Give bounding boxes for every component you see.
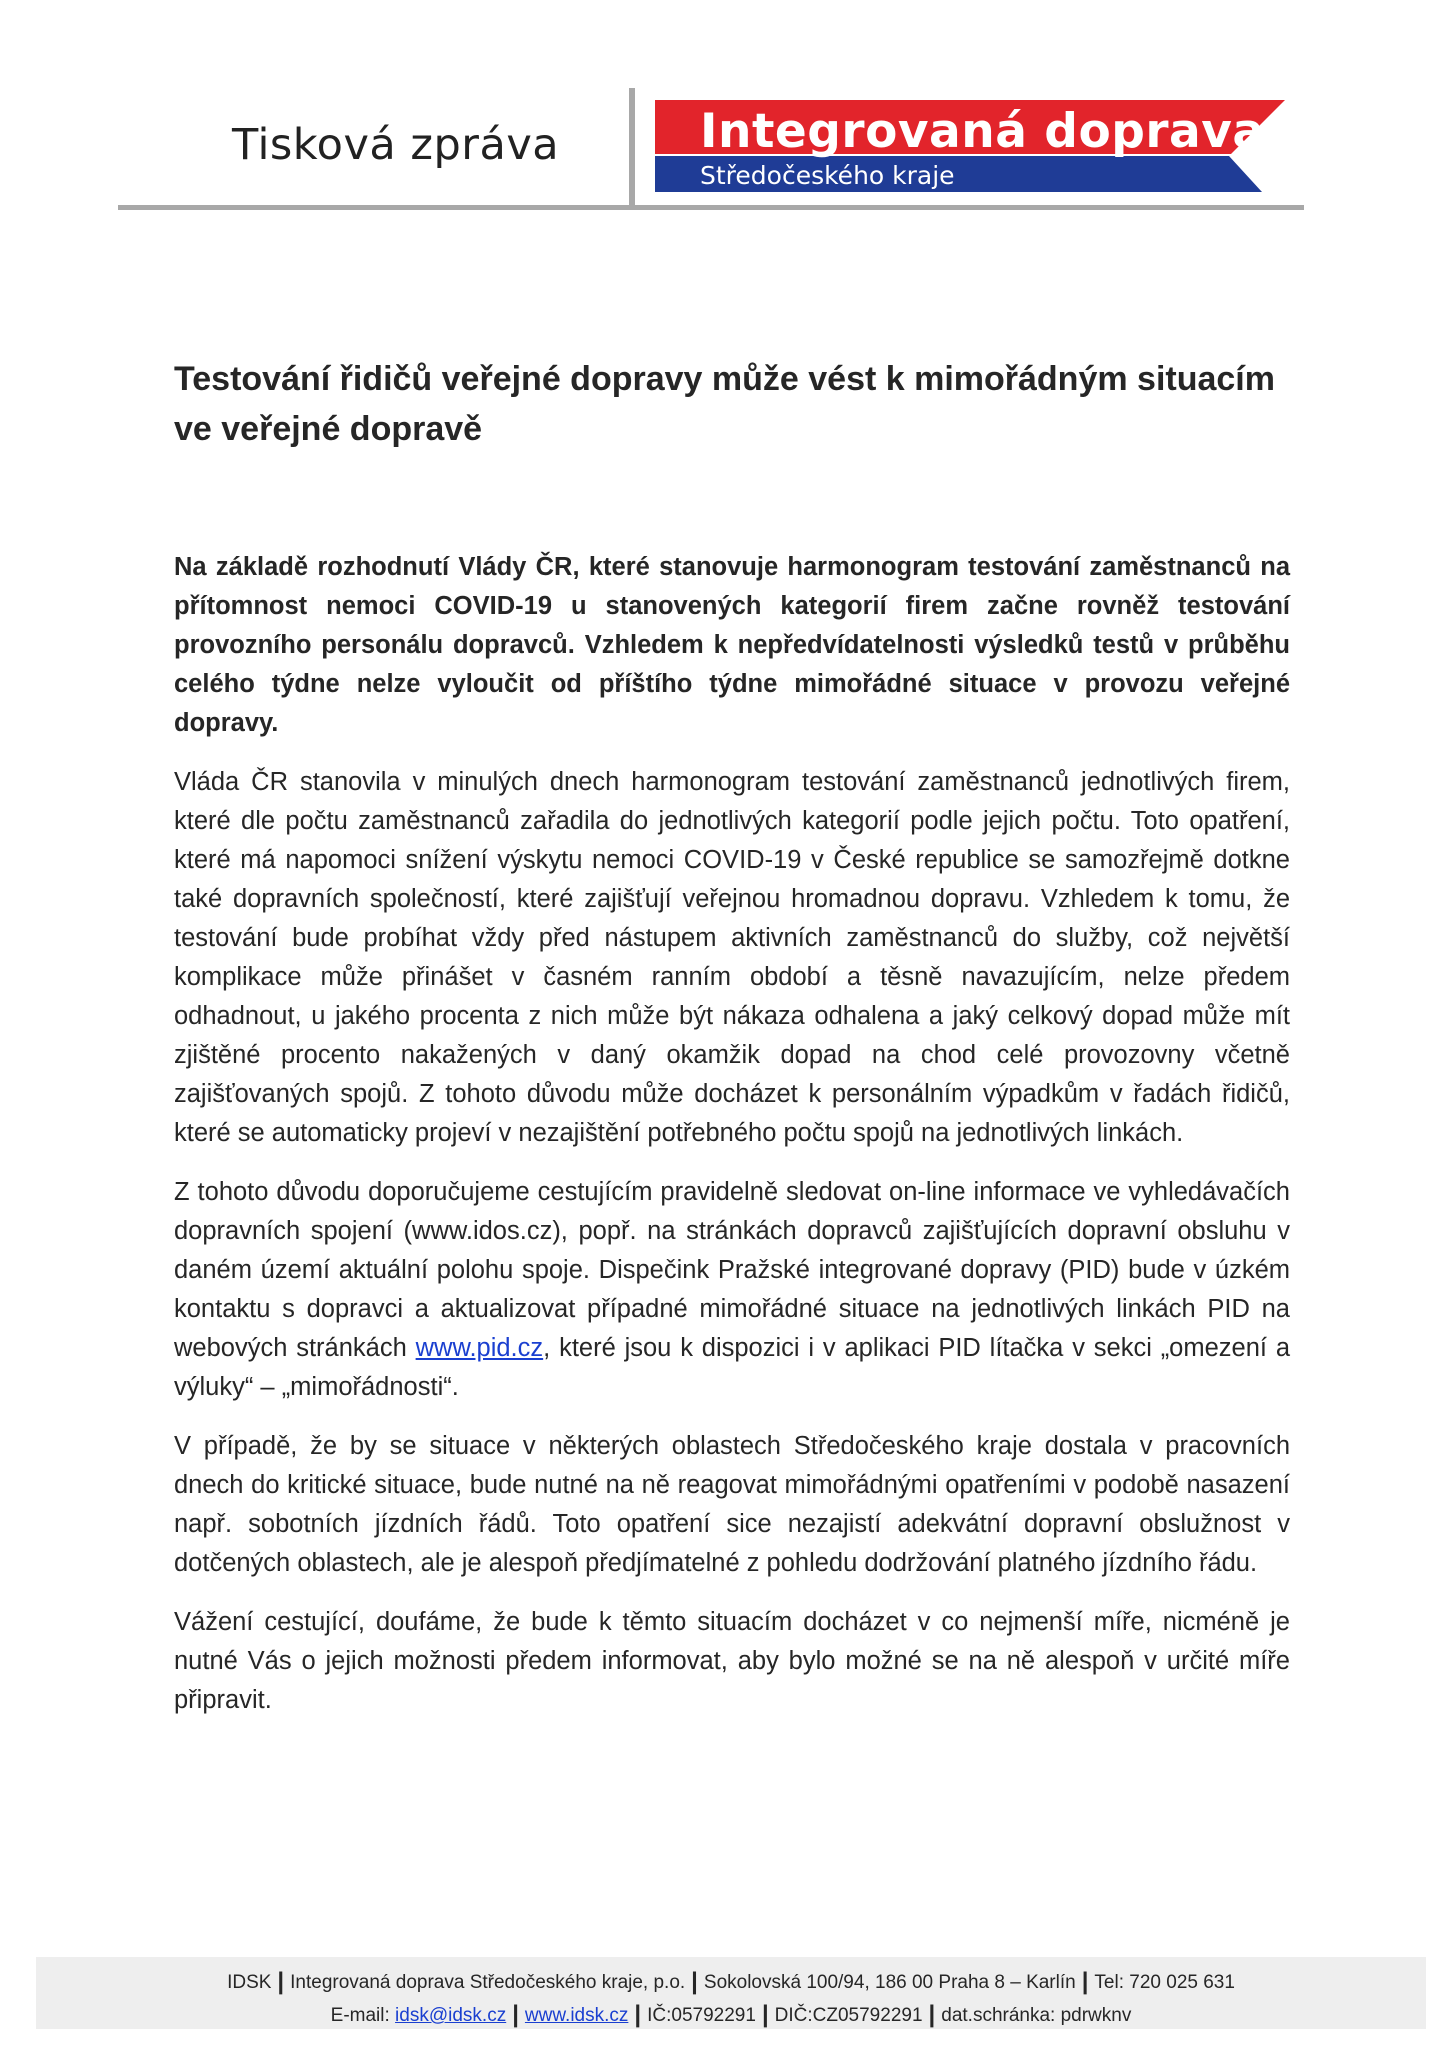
header-divider xyxy=(118,205,1304,210)
article-body xyxy=(174,548,1290,1740)
footer-phone: Tel: 720 025 631 xyxy=(1094,1972,1235,1993)
footer-org-full: Integrovaná doprava Středočeského kraje, p.o. xyxy=(290,1972,686,1993)
footer-separator: | xyxy=(761,2001,769,2028)
paragraph-4: Vážení cestující, doufáme, že bude k těmto situacím docházet v co nejmenší míře, nicméně je nutné Vás o jejich možnosti předem informovat, aby bylo možné se na ně alespoň v určité míře připravit. xyxy=(174,1608,1290,1714)
footer-separator: | xyxy=(928,2001,936,2028)
paragraph-1: Vláda ČR stanovila v minulých dnech harmonogram testování zaměstnanců jednotlivých firem, které dle počtu zaměstnanců zařadila do jednotlivých kategorií podle jejich počtu. Toto opatření, které má napomoci snížení výskytu nemoci COVID-19 v České republice se samozřejmě dotkne také dopravních společností, které zajišťují veřejnou hromadnou dopravu. Vzhledem k tomu, že testování bude probíhat vždy před nástupem aktivních zaměstnanců do služby, což největší komplikace může přinášet v časném ranním období a těsně navazujícím, nelze předem odhadnout, u jakého procenta z nich může být nákaza odhalena a jaký celkový dopad může mít zjištěné procento nakažených v daný okamžik dopad na chod celé provozovny včetně zajišťovaných spojů. Z tohoto důvodu může docházet k personálním výpadkům v řadách řidičů, které se automaticky projeví v nezajištění potřebného počtu spojů na jednotlivých linkách. xyxy=(174,768,1290,1147)
footer-separator: | xyxy=(691,1968,698,1995)
document-type-title: Tisková zpráva xyxy=(232,120,560,170)
footer-org-short: IDSK xyxy=(227,1972,272,1993)
footer-dic: DIČ:CZ05792291 xyxy=(774,2005,923,2026)
footer-line-2 xyxy=(36,2000,1426,2028)
footer-web-link[interactable]: www.idsk.cz xyxy=(524,2005,629,2026)
logo-title: Integrovaná doprava xyxy=(700,104,1265,159)
footer xyxy=(36,1957,1426,2029)
footer-separator: | xyxy=(277,1968,285,1995)
paragraph-2-text-after: , které jsou k dispozici i v aplikaci PID lítačka v sekci „omezení a výluky“ – „mimořádnosti“. xyxy=(174,1334,1290,1401)
paragraph-3: V případě, že by se situace v některých oblastech Středočeského kraje dostala v pracovních dnech do kritické situace, bude nutné na ně reagovat mimořádnými opatřeními v podobě nasazení např. sobotních jízdních řádů. Toto opatření sice nezajistí adekvátní dopravní obslužnost v dotčených oblastech, ale je alespoň předjímatelné z pohledu dodržování platného jízdního řádu. xyxy=(174,1432,1290,1577)
footer-line-1 xyxy=(36,1967,1426,1995)
paragraph-2 xyxy=(174,1173,1290,1407)
footer-separator: | xyxy=(1081,1968,1089,1995)
footer-address: Sokolovská 100/94, 186 00 Praha 8 – Karlín xyxy=(703,1972,1076,1993)
footer-ic: IČ:05792291 xyxy=(647,2005,756,2026)
footer-separator: | xyxy=(512,2001,519,2028)
paragraph-2-text-before: Z tohoto důvodu doporučujeme cestujícím pravidelně sledovat on-line informace ve vyhledávačích dopravních spojení (www.idos.cz), popř. na stránkách dopravců zajišťujících dopravní obsluhu v daném území aktuální polohu spoje. Dispečink Pražské integrované dopravy (PID) bude v úzkém kontaktu s dopravci a aktualizovat případné mimořádné situace na jednotlivých linkách PID na webových stránkách xyxy=(174,1178,1290,1362)
lead-paragraph: Na základě rozhodnutí Vlády ČR, které stanovuje harmonogram testování zaměstnanců na přítomnost nemoci COVID-19 u stanovených kategorií firem začne rovněž testování provozního personálu dopravců. Vzhledem k nepředvídatelnosti výsledků testů v průběhu celého týdne nelze vyloučit od příštího týdne mimořádné situace v provozu veřejné dopravy. xyxy=(174,553,1290,737)
footer-email-label: E-mail: xyxy=(330,2005,396,2026)
header-vertical-divider xyxy=(629,88,635,206)
article-headline: Testování řidičů veřejné dopravy může vést k mimořádným situacím ve veřejné dopravě xyxy=(174,360,1275,448)
footer-email-link[interactable]: idsk@idsk.cz xyxy=(395,2005,507,2026)
logo-subtitle: Středočeského kraje xyxy=(700,161,955,190)
footer-databox: dat.schránka: pdrwknv xyxy=(941,2005,1132,2026)
footer-separator: | xyxy=(634,2001,642,2028)
pid-website-link[interactable]: www.pid.cz xyxy=(415,1334,544,1362)
